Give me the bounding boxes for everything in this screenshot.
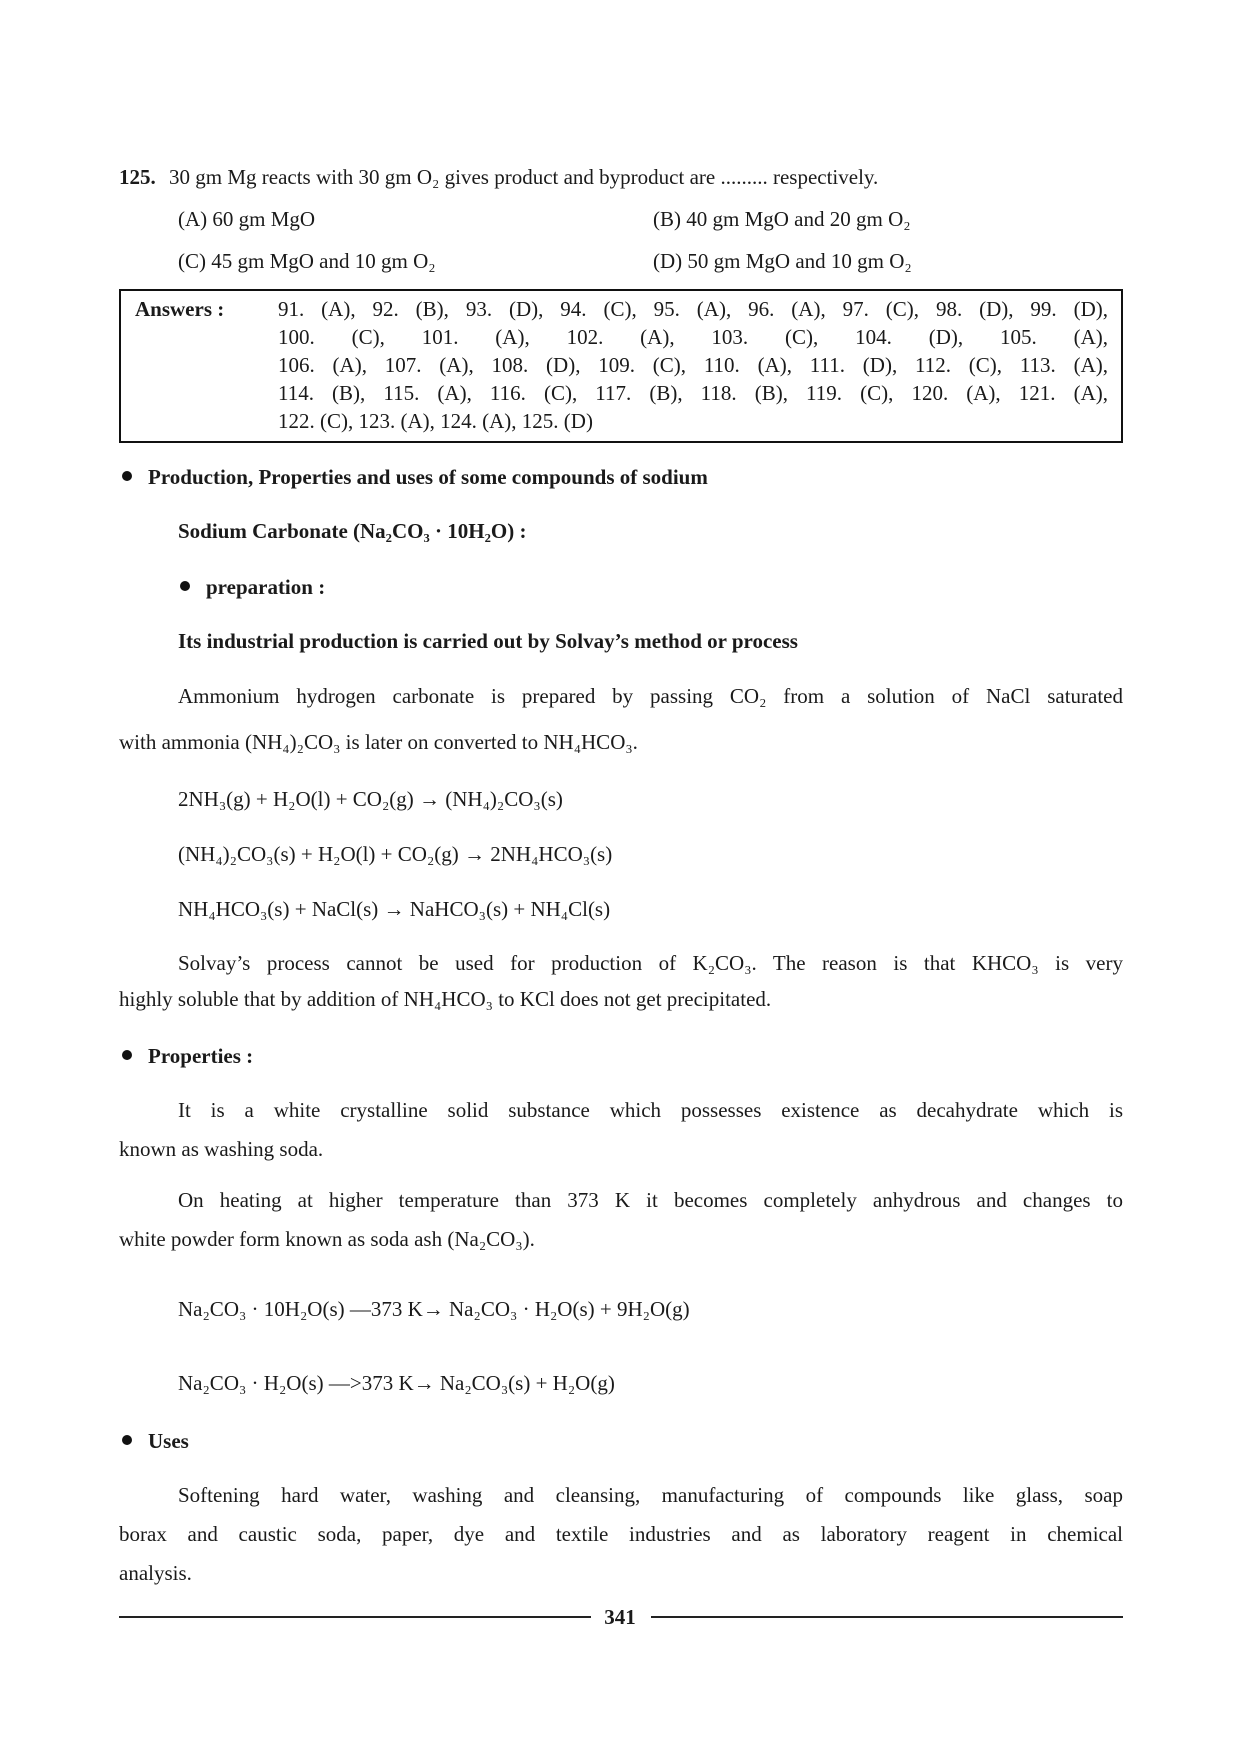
- footer-rule-left: [119, 1616, 591, 1618]
- bullet-icon: [122, 1435, 132, 1445]
- uses-line1: Softening hard water, washing and cleansing, manufacturing of compounds like glass, soap: [178, 1483, 1123, 1507]
- answers-line-2: 100. (C), 101. (A), 102. (A), 103. (C), 104. (D), 105. (A),: [278, 325, 1108, 349]
- footer-rule-right: [651, 1616, 1123, 1618]
- question-number: 125.: [119, 165, 156, 189]
- equation-2: (NH₄)₂CO₃(s) + H₂O(l) + CO₂(g) → 2NH₄HCO₃(s): [178, 842, 613, 866]
- page-number: 341: [604, 1605, 636, 1629]
- question-text: 30 gm Mg reacts with 30 gm O₂ gives product and byproduct are ......... respectively.: [169, 165, 879, 189]
- question-125: [119, 164, 878, 190]
- properties-para2-line1: On heating at higher temperature than 373 K it becomes completely anhydrous and changes to: [178, 1188, 1123, 1212]
- answers-line-1: 91. (A), 92. (B), 93. (D), 94. (C), 95. (A), 96. (A), 97. (C), 98. (D), 99. (D),: [278, 297, 1108, 321]
- section-heading: Production, Properties and uses of some compounds of sodium: [122, 464, 708, 490]
- option-a: (A) 60 gm MgO: [178, 207, 316, 231]
- bullet-icon: [122, 471, 132, 481]
- answers-line-3: 106. (A), 107. (A), 108. (D), 109. (C), 110. (A), 111. (D), 112. (C), 113. (A),: [278, 353, 1108, 377]
- properties-para2-line2: white powder form known as soda ash (Na₂CO₃).: [119, 1227, 535, 1251]
- properties-para1-line2: known as washing soda.: [119, 1137, 324, 1161]
- uses-heading: Uses: [122, 1428, 189, 1454]
- preparation-heading: preparation :: [180, 574, 325, 600]
- para1-line1: Ammonium hydrogen carbonate is prepared by passing CO₂ from a solution of NaCl saturated: [178, 684, 1123, 708]
- equation-3: NH₄HCO₃(s) + NaCl(s) → NaHCO₃(s) + NH₄Cl(s): [178, 897, 611, 921]
- bullet-icon: [122, 1050, 132, 1060]
- properties-para1-line1: It is a white crystalline solid substance which possesses existence as decahydrate which is: [178, 1098, 1123, 1122]
- uses-line3: analysis.: [119, 1561, 192, 1585]
- option-d: (D) 50 gm MgO and 10 gm O₂: [653, 249, 912, 273]
- option-b: (B) 40 gm MgO and 20 gm O₂: [653, 207, 911, 231]
- answers-line-4: 114. (B), 115. (A), 116. (C), 117. (B), 118. (B), 119. (C), 120. (A), 121. (A),: [278, 381, 1108, 405]
- para1-line2: with ammonia (NH₄)₂CO₃ is later on converted to NH₄HCO₃.: [119, 730, 638, 754]
- option-c: (C) 45 gm MgO and 10 gm O₂: [178, 249, 436, 273]
- equation-1: 2NH₃(g) + H₂O(l) + CO₂(g) → (NH₄)₂CO₃(s): [178, 787, 563, 811]
- para2-line2: highly soluble that by addition of NH₄HCO₃ to KCl does not get precipitated.: [119, 987, 772, 1011]
- properties-heading: Properties :: [122, 1043, 253, 1069]
- answers-label: Answers :: [135, 297, 225, 321]
- uses-line2: borax and caustic soda, paper, dye and textile industries and as laboratory reagent in chemical: [119, 1522, 1123, 1546]
- compound-title: Sodium Carbonate (Na₂CO₃ · 10H₂O) :: [178, 519, 527, 543]
- answers-line-5: 122. (C), 123. (A), 124. (A), 125. (D): [278, 409, 593, 433]
- equation-5: Na₂CO₃ · H₂O(s) —>373 K→ Na₂CO₃(s) + H₂O(g): [178, 1371, 615, 1395]
- bullet-icon: [180, 581, 190, 591]
- para2-line1: Solvay’s process cannot be used for production of K₂CO₃. The reason is that KHCO₃ is very: [178, 951, 1123, 975]
- industrial-line: Its industrial production is carried out by Solvay’s method or process: [178, 629, 798, 653]
- equation-4: Na₂CO₃ · 10H₂O(s) —373 K→ Na₂CO₃ · H₂O(s) + 9H₂O(g): [178, 1297, 690, 1321]
